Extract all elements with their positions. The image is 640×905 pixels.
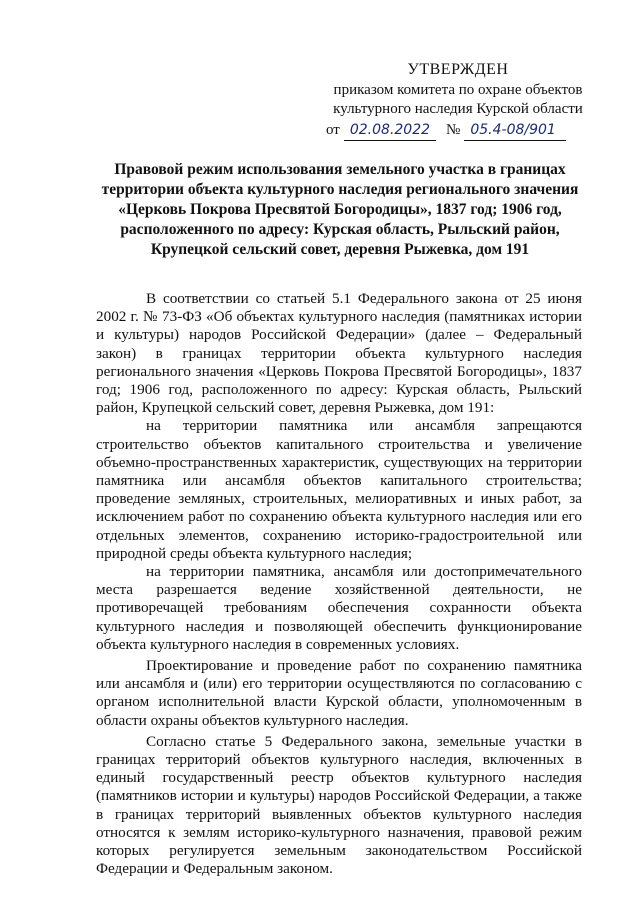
handwritten-order-number: 05.4-08/901 bbox=[464, 121, 566, 141]
document-body bbox=[96, 290, 582, 879]
paragraph-design-works: Проектирование и проведение работ по сохранению памятника или ансамбля и (или) его территории осуществляются по согласованию с органом исполнительной власти Курской области, уполномоченным в области охраны объектов культурного наследия. bbox=[96, 657, 582, 729]
document-heading: Правовой режим использования земельного участка в границах территории объекта культурного наследия регионального значения «Церковь Покрова Пресвятой Богородицы», 1837 год; 1906 год, расположенного по адресу: Курская область, Рыльский район, Крупецкой сельский совет, деревня Рыжевка, дом 191 bbox=[101, 161, 579, 258]
paragraph-land-category: Согласно статье 5 Федерального закона, земельные участки в границах территорий объектов культурного наследия, включенных в единый государственный реестр объектов культурного наследия (памятников истории и культуры) народов Российской Федерации, а также в границах территорий выявленных объектов культурного наследия относятся к землям историко-культурного назначения, правовой режим которых регулируется земельным законодательством Российской Федерации и Федеральным законом. bbox=[96, 732, 582, 878]
date-label: от bbox=[326, 122, 340, 138]
paragraph-intro: В соответствии со статьей 5.1 Федерального закона от 25 июня 2002 г. № 73-ФЗ «Об объектах культурного наследия (памятниках истории и культуры) народов Российской Федерации» (далее – Федеральный закон) в границах территории объекта культурного наследия регионального значения «Церковь Покрова Пресвятой Богородицы», 1837 год; 1906 год, расположенного по адресу: Курская область, Рыльский район, Крупецкой сельский совет, деревня Рыжевка, дом 191: bbox=[96, 290, 582, 417]
paragraph-prohibitions: на территории памятника или ансамбля запрещаются строительство объектов капитального строительства и увеличение объемно-пространственных характеристик, существующих на территории памятника или ансамбля объектов капитального строительства; проведение земляных, строительных, мелиоративных и иных работ, за исключением работ по сохранению объекта культурного наследия или его отдельных элементов, сохранению историко-градостроительной или природной среды объекта культурного наследия; bbox=[96, 417, 582, 562]
approval-line-2: культурного наследия Курской области bbox=[333, 101, 583, 117]
approval-line-1: приказом комитета по охране объектов bbox=[333, 82, 583, 98]
approval-stamp-block bbox=[318, 60, 598, 141]
number-label: № bbox=[446, 122, 461, 138]
approval-date-number-row bbox=[326, 121, 598, 141]
approval-title: УТВЕРЖДЕН bbox=[407, 61, 509, 78]
handwritten-date: 02.08.2022 bbox=[344, 121, 436, 141]
paragraph-permitted-activity: на территории памятника, ансамбля или достопримечательного места разрешается ведение хозяйственной деятельности, не противоречащей требованиям обеспечения сохранности объекта культурного наследия и позволяющей обеспечить функционирование объекта культурного наследия в современных условиях. bbox=[96, 563, 582, 653]
